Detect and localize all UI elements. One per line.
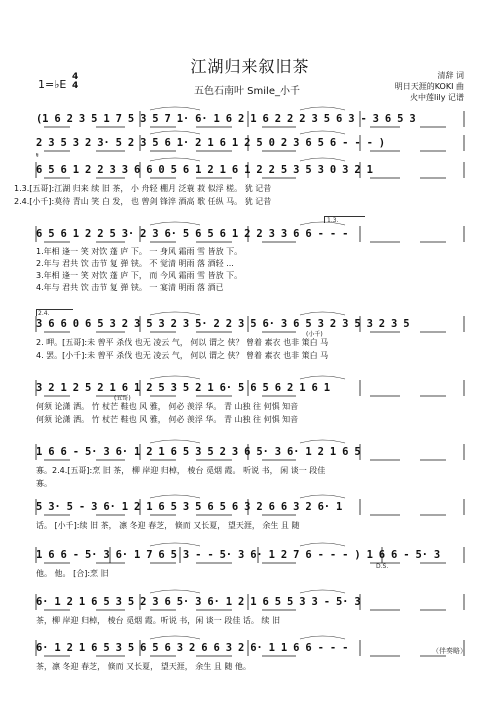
volta-1-label: 1.3. [327,217,339,224]
score-row-5 [36,310,464,360]
page-title: 江湖归来叙旧茶 [190,57,310,76]
slur [300,495,345,498]
score-row-1 [36,113,464,133]
notes-line: 2 3 5 3 2 3· 5 2 3 5 6 1· 2 1 6 1 2 5 0 2 3 6 5 6 - - - ) [36,137,385,149]
notes-line: (1 6 2 3 5 1 7 5 3 5 7 1· 6· 1 6 2 1 6 2 2 2 3 5 6 3 - 3 6 5 3 [36,113,416,125]
lyric-line: 茶，凛 冬迎 春芝， 倏而 又长夏， 望天涯， 余生 且 随 他。 [36,662,251,671]
slur [150,636,200,639]
score-row-9 [36,549,464,579]
lyricist: 清辞 词 [437,71,464,80]
slur [300,107,345,110]
score-row-2 [36,137,464,157]
lyric-line: 2.4.[小千]:莫待 青山 笑 白 发， 也 曾剑 锋淬 酒高 歌 任纵 马。 犹 记昔 [14,197,272,206]
key-signature: 1=♭E [38,78,67,91]
lyric-line: 4. 罢。[小千]:未 曾平 杀伐 也无 凌云 气， 何以 谓之 侠？ 曾着 素衣 也非 策白 马 [36,351,329,360]
slur [150,107,200,110]
lyric-line: 何须 论潇 洒。 竹 杖芒 鞋也 风 雅， 何必 羡浮 华。 青 山独 往 何惧 知音 [36,415,299,424]
slur [150,495,200,498]
slur [150,440,200,443]
notes-line: 3 6 6 0 6 5 3 2 3 5 3 2 3 5· 2 2 3 5 6· 3 6 5 3 2 3 5 3 2 3 5 [36,318,410,330]
score-row-10 [36,596,464,626]
notes-line: 6· 1 2 1 6 5 3 5 6 5 6 3 2 6 6 3 2 6· 1 1 6 6 - - - [36,642,349,654]
lyric-line: 1.3.[五哥]:江湖 归来 续 旧 茶， 小 舟轻 棚月 泛蓑 菽 似浮 槎。 犹 记昔 [14,184,272,193]
score-row-4 [36,217,464,308]
slur [300,158,345,161]
performers: 五色石南叶 Smile_小千 [194,86,300,97]
slur [300,376,345,379]
slur [150,312,200,315]
time-signature [72,73,78,91]
lyric-line: 寡。2.4.[五哥]:烹 旧 茶， 柳 岸迎 归棹， 棱台 觅烟 霞。 听说 书， 闲 谈一 段佳 [36,466,326,475]
credits [395,70,464,103]
meter-top: 4 [72,72,79,82]
side-note: (五哥) [114,395,131,402]
notes-line: 6 5 6 1 2 2 5 3· 2 3 6· 5 6 5 6 1 2 2 3 3 6 6 - - - [36,228,349,240]
lyric-line: 3.年相 逢一 笑 对饮 蓬 庐 下， 而 今风 霜雨 雪 皆放 下。 [36,271,243,280]
slur [150,376,200,379]
lyric-line: 1.年相 逢一 笑 对饮 蓬 庐 下。 一 身风 霜雨 雪 皆放 下。 [36,247,243,256]
slur [150,543,200,546]
transcriber: 火中莲lily 记谱 [410,93,464,102]
side-note: (小千) [306,331,323,338]
ds-mark: D.S. [376,563,389,570]
lyric-line: 话。 [小千]:续 旧 茶， 凛 冬迎 春芝， 倏而 又长夏， 望天涯， 余生 且 随 [36,521,300,530]
score-row-8 [36,501,464,531]
composer: 明日天涯的KOKI 曲 [394,82,464,91]
meter-bottom: 4 [72,81,79,91]
slur [150,158,200,161]
score-row-11 [36,642,467,672]
slur [300,543,345,546]
notes-line: 6 5 6 1 2 2 3 3 6 6 0 5 6 1 2 1 6 1 2 2 5 3 5 3 0 3 2 1 [36,164,373,176]
score-row-6 [36,382,464,422]
notes-line: 6· 1 2 1 6 5 3 5 2 3 6 5· 3 6· 1 2 1 6 5 5 3 3 - 5· 3 [36,596,361,608]
slur [300,312,345,315]
notes-line: 1 6 6 - 5· 3 6· 1 2 1 6 5 3 5 2 3 6 5· 3 6· 1 2 1 6 5 [36,446,361,458]
volta-2-label: 2.4. [38,310,50,317]
score-row-3 [14,152,464,214]
slur [300,590,345,593]
slur [150,222,200,225]
slur [300,636,345,639]
lyric-line: 2. 呷。[五哥]:未 曾平 杀伐 也无 凌云 气， 何以 谓之 侠？ 曾着 素衣 也非 策白 马 [36,338,329,347]
lyric-line: 何须 论潇 洒。 竹 杖芒 鞋也 风 雅， 何必 羡浮 华。 青 山独 往 何惧 知音 [36,402,299,411]
lyric-line: 他。 他。 [合]:烹 旧 [36,569,109,578]
lyric-line: 2.年与 君共 饮 击节 复 弹 铗。 不 觉清 明雨 落 酒轻 ... [36,259,234,268]
notes-line: 5 3· 5 - 3 6· 1 2 1 6 5 3 5 6 5 6 3 2 6 6 3 2 6· 1 [36,501,343,513]
score-row-7 [36,446,464,486]
segno-mark: 𝄋 [36,152,39,159]
ending-note: （伴奏略） [432,647,467,655]
slur [300,440,345,443]
lyric-line: 寡。 [36,479,52,488]
notes-line: 3 2 1 2 5 2 1 6 1 2 5 3 5 2 1 6· 5 6 5 6 2 1 6 1 [36,382,330,394]
notes-line: 1 6 6 - 5· 3 6· 1 7 6 5 3 - - 5· 3 6· 1 2 7 6 - - - ) 1 6 6 - 5· 3 [36,549,441,561]
lyric-line: 茶，柳 岸迎 归棹， 棱台 觅烟 霞。听说 书，闲 谈一 段佳 话。 续 旧 [36,616,280,625]
slur [150,590,200,593]
lyric-line: 4.年与 君共 饮 击节 复 弹 铗。 一 宴清 明雨 落 酒已 [36,283,224,292]
